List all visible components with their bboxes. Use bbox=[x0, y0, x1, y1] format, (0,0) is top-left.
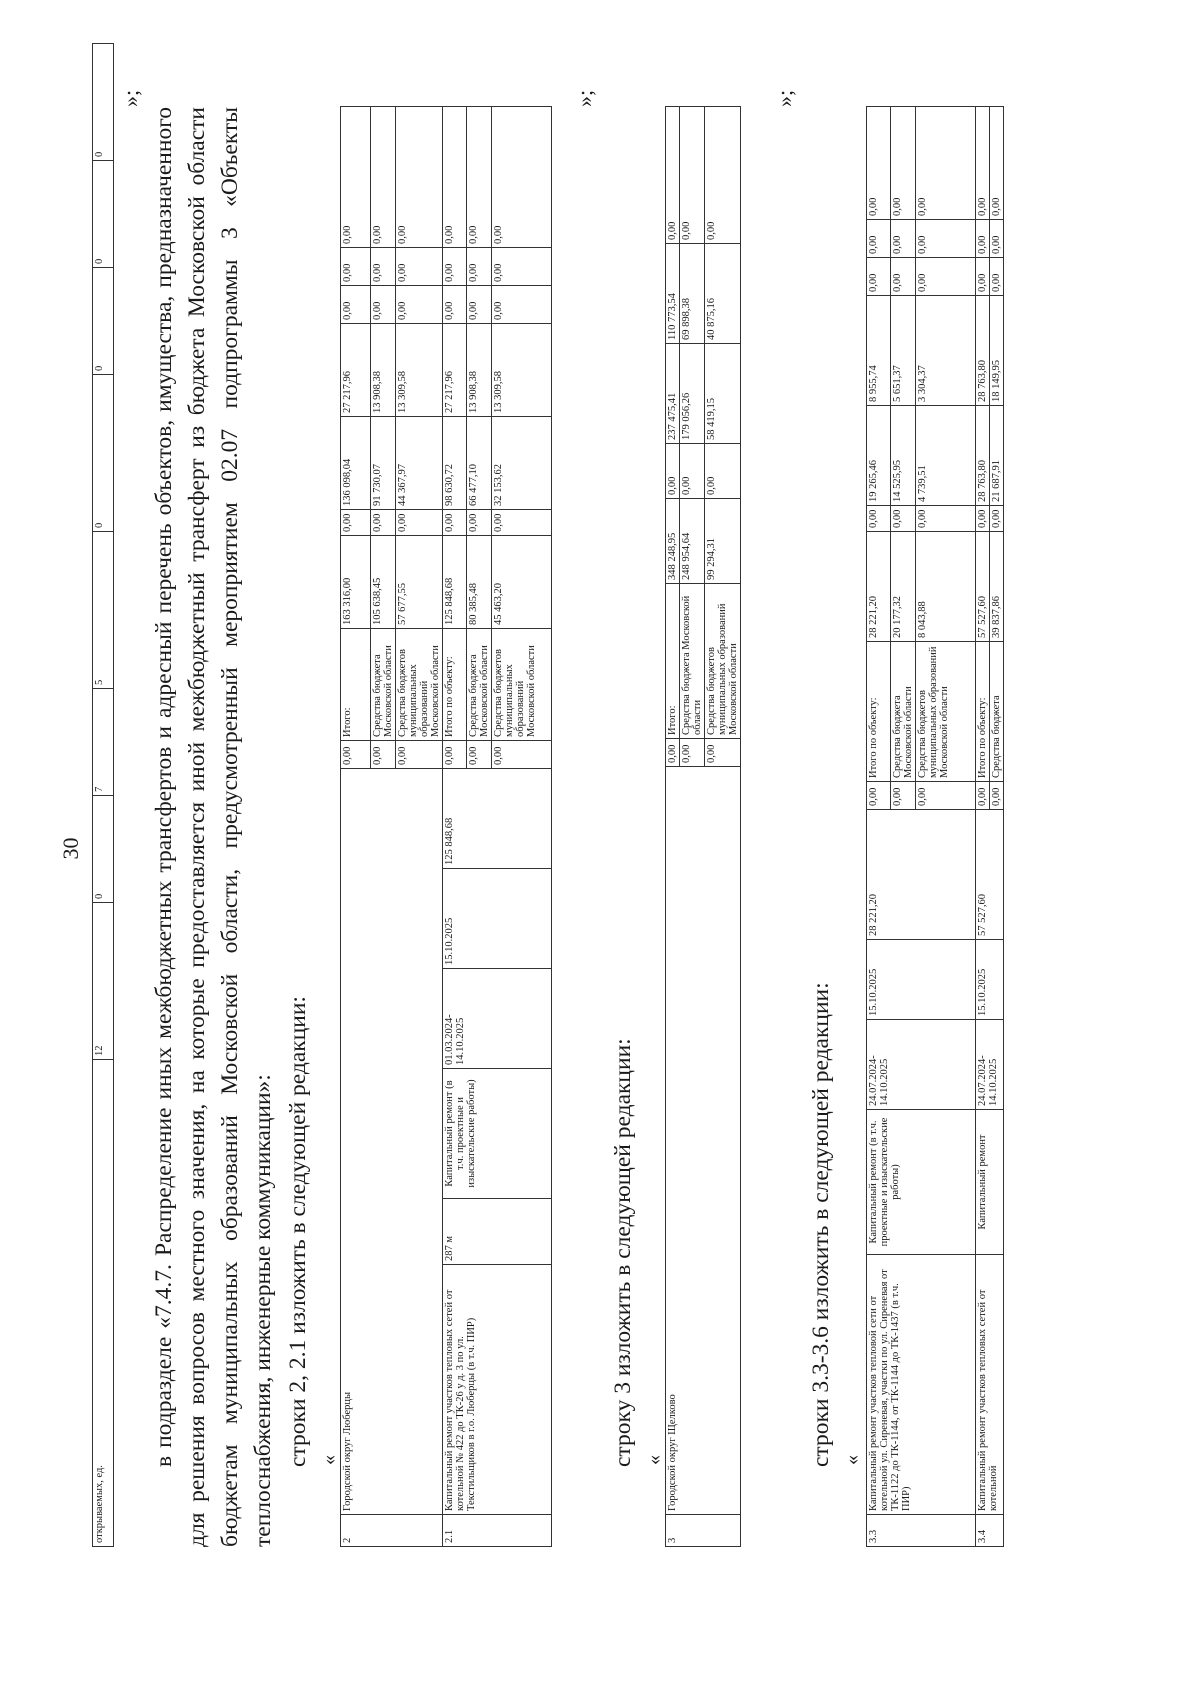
cell: 0,00 bbox=[916, 220, 976, 258]
row-name: Капитальный ремонт участков тепловой сети от котельной ул. Сиреневая, участки по ул. Сиреневая от ТК-1122 до ТК-1144, от ТК-1144 до ТК-1437 (в т.ч. ПИР) bbox=[867, 1255, 976, 1515]
paragraph-line: трансферт из бюджета Московской области бюджетам муниципальных образований Московской области, bbox=[184, 106, 243, 1547]
cell: 40 875,16 bbox=[705, 244, 741, 344]
table-row bbox=[976, 107, 990, 1547]
cell: 21 687,91 bbox=[990, 406, 1004, 506]
paragraph-line: предусмотренный мероприятием 02.07 подпрограммы 3 «Объекты теплоснабжения, инженерные коммуникации»: bbox=[217, 107, 276, 1547]
cell: 0 bbox=[93, 44, 114, 161]
cell: 0,00 bbox=[976, 506, 990, 532]
cell: 0,00 bbox=[976, 258, 990, 296]
cell: 0,00 bbox=[990, 258, 1004, 296]
cell: 0,00 bbox=[341, 509, 371, 535]
cell: 13 908,38 bbox=[371, 323, 396, 416]
cell: 0,00 bbox=[990, 220, 1004, 258]
cell: 0,00 bbox=[443, 740, 467, 768]
section-heading: строки 2, 2.1 изложить в следующей редакции: bbox=[285, 996, 311, 1467]
cell: 13 908,38 bbox=[467, 323, 492, 416]
page-number: 30 bbox=[58, 837, 83, 860]
cell: 0,00 bbox=[341, 285, 371, 323]
cell: 0,00 bbox=[371, 740, 396, 768]
table-row bbox=[867, 107, 891, 1547]
cell: 0,00 bbox=[916, 782, 976, 810]
paragraph-line: предназначенного для решения вопросов местного значения, на которые предоставляется иной межбюджетный bbox=[151, 106, 210, 1547]
cell: 57 527,60 bbox=[976, 810, 1004, 940]
cell: 248 954,64 bbox=[680, 499, 705, 584]
section-heading: строку 3 изложить в следующей редакции: bbox=[610, 1038, 636, 1467]
row-num: 3.3 bbox=[867, 1515, 976, 1547]
cell: 0,00 bbox=[705, 739, 741, 767]
cell: 0,00 bbox=[680, 739, 705, 767]
cell: 0,00 bbox=[371, 247, 396, 285]
cell: 18 149,95 bbox=[990, 296, 1004, 406]
cell: 98 630,72 bbox=[443, 416, 467, 509]
cell: 0 bbox=[93, 796, 114, 903]
section1-table bbox=[340, 106, 552, 1547]
cell: Средства бюджета bbox=[990, 642, 1004, 782]
cell: 0,00 bbox=[666, 739, 680, 767]
cell: 12 bbox=[93, 903, 114, 1060]
cell: 3 304,37 bbox=[916, 296, 976, 406]
open-quote: « bbox=[643, 1455, 665, 1465]
cell: 99 294,31 bbox=[705, 499, 741, 584]
cell: 0,00 bbox=[705, 444, 741, 499]
cell: 66 477,10 bbox=[467, 416, 492, 509]
cell: 0,00 bbox=[443, 247, 467, 285]
cell: 0,00 bbox=[443, 509, 467, 535]
cell: 0,00 bbox=[891, 782, 916, 810]
cell: 0,00 bbox=[467, 509, 492, 535]
cell: Итого: bbox=[666, 584, 680, 739]
close-quote: »; bbox=[572, 89, 597, 107]
cell: 13 309,58 bbox=[396, 323, 443, 416]
cell: Итого по объекту: bbox=[976, 642, 990, 782]
cell: 110 773,54 bbox=[666, 244, 680, 344]
cell: 0,00 bbox=[867, 107, 891, 220]
row-name: Городской округ Люберцы bbox=[341, 768, 443, 1514]
cell: 69 898,38 bbox=[680, 244, 705, 344]
cell: 80 385,48 bbox=[467, 535, 492, 628]
cell: Средства бюджетов муниципальных образований Московской области bbox=[916, 642, 976, 782]
cell: 0,00 bbox=[891, 220, 916, 258]
row-name: Капитальный ремонт участков тепловых сетей от котельной № 422 до ТК-26 у д. 3 по ул. Текстильщиков в г.о. Люберцы (в т.ч. ПИР) bbox=[443, 1265, 552, 1515]
cell: 0,00 bbox=[492, 106, 552, 247]
cell: Капитальный ремонт bbox=[976, 1110, 1004, 1255]
cell: 0,00 bbox=[680, 107, 705, 244]
cell: Капитальный ремонт (в т.ч. проектные и изыскательские работы) bbox=[443, 1069, 552, 1199]
table-row bbox=[666, 107, 680, 1547]
open-quote: « bbox=[841, 1455, 863, 1465]
cell: 0,00 bbox=[467, 740, 492, 768]
section2-table bbox=[665, 106, 741, 1547]
paragraph-line: в подразделе «7.4.7. Распределение иных межбюджетных трансфертов и адресный перечень объектов, имущества, bbox=[151, 295, 177, 1467]
cell: 0,00 bbox=[891, 506, 916, 532]
cell: 45 463,20 bbox=[492, 535, 552, 628]
cell: 24.07.2024-14.10.2025 bbox=[867, 1020, 976, 1110]
cell: Итого по объекту: bbox=[867, 642, 891, 782]
cell: 0,00 bbox=[990, 782, 1004, 810]
cell: 0,00 bbox=[891, 107, 916, 220]
cell: 15.10.2025 bbox=[867, 940, 976, 1020]
cell: 5 651,37 bbox=[891, 296, 916, 406]
cell: 27 217,96 bbox=[341, 323, 371, 416]
cell: Итого: bbox=[341, 628, 371, 740]
cell: 0,00 bbox=[867, 782, 891, 810]
cell: 0,00 bbox=[666, 444, 680, 499]
cell: 0,00 bbox=[976, 107, 990, 220]
close-quote: »; bbox=[118, 89, 143, 107]
cell: 28 763,80 bbox=[976, 296, 990, 406]
cell: 01.03.2024-14.10.2025 bbox=[443, 969, 552, 1069]
cell: 125 848,68 bbox=[443, 768, 552, 868]
cell: 287 м bbox=[443, 1199, 552, 1265]
cell: 8 955,74 bbox=[867, 296, 891, 406]
cell: 0,00 bbox=[867, 220, 891, 258]
table-row bbox=[443, 106, 467, 1546]
cell: 15.10.2025 bbox=[443, 869, 552, 969]
cell: 0,00 bbox=[396, 740, 443, 768]
row-num: 3 bbox=[666, 1515, 741, 1547]
cell: 0,00 bbox=[976, 220, 990, 258]
cell: 179 056,26 bbox=[680, 344, 705, 444]
cell: 13 309,58 bbox=[492, 323, 552, 416]
cell: 44 367,97 bbox=[396, 416, 443, 509]
cell: 4 739,51 bbox=[916, 406, 976, 506]
cell: 0,00 bbox=[396, 106, 443, 247]
cell: Итого по объекту: bbox=[443, 628, 467, 740]
cell: 0,00 bbox=[492, 509, 552, 535]
paragraph bbox=[148, 107, 280, 1547]
cell: 0,00 bbox=[371, 509, 396, 535]
cell: 28 763,80 bbox=[976, 406, 990, 506]
cell: 0,00 bbox=[443, 106, 467, 247]
cell: 19 265,46 bbox=[867, 406, 891, 506]
cell: 0,00 bbox=[990, 506, 1004, 532]
row-name: Городской округ Щелково bbox=[666, 767, 741, 1515]
cell: 0,00 bbox=[891, 258, 916, 296]
cell: 0,00 bbox=[680, 444, 705, 499]
cell: 0 bbox=[93, 375, 114, 532]
cell: 237 475,41 bbox=[666, 344, 680, 444]
cell: 91 730,07 bbox=[371, 416, 396, 509]
cell: 0 bbox=[93, 268, 114, 375]
cell: 28 221,20 bbox=[867, 810, 976, 940]
cell: 0,00 bbox=[396, 285, 443, 323]
cell: 8 043,88 bbox=[916, 532, 976, 642]
row-name: Капитальный ремонт участков тепловых сетей от котельной bbox=[976, 1255, 1004, 1515]
cell: 0,00 bbox=[916, 107, 976, 220]
table-row bbox=[341, 106, 371, 1546]
cell: 57 527,60 bbox=[976, 532, 990, 642]
cell: 27 217,96 bbox=[443, 323, 467, 416]
cell: 0,00 bbox=[396, 247, 443, 285]
cell: Средства бюджета Московской области bbox=[467, 628, 492, 740]
cell: 0,00 bbox=[867, 258, 891, 296]
cell: 0,00 bbox=[666, 107, 680, 244]
cell: 57 677,55 bbox=[396, 535, 443, 628]
cell: 348 248,95 bbox=[666, 499, 680, 584]
cell: Средства бюджетов муниципальных образований Московской области bbox=[492, 628, 552, 740]
cell: 125 848,68 bbox=[443, 535, 467, 628]
cell: 0,00 bbox=[341, 247, 371, 285]
cell: 7 bbox=[93, 689, 114, 796]
cell: 0,00 bbox=[443, 285, 467, 323]
cell: Средства бюджетов муниципальных образований Московской области bbox=[705, 584, 741, 739]
cell: Капитальный ремонт (в т.ч. проектные и изыскательские работы) bbox=[867, 1110, 976, 1255]
cell: 0,00 bbox=[990, 107, 1004, 220]
cell: 0,00 bbox=[492, 247, 552, 285]
row-label: открываемых, ед. bbox=[93, 1060, 114, 1547]
cell: 0,00 bbox=[976, 782, 990, 810]
cell: 14 525,95 bbox=[891, 406, 916, 506]
row-num: 3.4 bbox=[976, 1515, 1004, 1547]
cell: 0,00 bbox=[492, 285, 552, 323]
cell: 28 221,20 bbox=[867, 532, 891, 642]
cell: 136 098,04 bbox=[341, 416, 371, 509]
section-heading: строки 3.3-3.6 изложить в следующей редакции: bbox=[808, 982, 834, 1467]
cell: 58 419,15 bbox=[705, 344, 741, 444]
cell: 0,00 bbox=[371, 106, 396, 247]
cell: 0,00 bbox=[371, 285, 396, 323]
cell: 0,00 bbox=[492, 740, 552, 768]
cell: 0,00 bbox=[341, 106, 371, 247]
cell: 105 638,45 bbox=[371, 535, 396, 628]
cell: 32 153,62 bbox=[492, 416, 552, 509]
cell: 0,00 bbox=[867, 506, 891, 532]
close-quote: »; bbox=[772, 89, 797, 107]
cell: Средства бюджета Московской области bbox=[371, 628, 396, 740]
cell: 0,00 bbox=[916, 258, 976, 296]
cell: 0 bbox=[93, 161, 114, 268]
cell: 163 316,00 bbox=[341, 535, 371, 628]
cell: Средства бюджета Московской области bbox=[891, 642, 916, 782]
section3-table bbox=[866, 106, 1004, 1547]
open-quote: « bbox=[318, 1455, 340, 1465]
cell: 0,00 bbox=[705, 107, 741, 244]
cell: 0,00 bbox=[467, 106, 492, 247]
cell: 5 bbox=[93, 532, 114, 689]
top-table-row bbox=[92, 43, 114, 1547]
cell: 0,00 bbox=[396, 509, 443, 535]
cell: 15.10.2025 bbox=[976, 940, 1004, 1020]
cell: 0,00 bbox=[467, 285, 492, 323]
row-num: 2 bbox=[341, 1515, 443, 1547]
cell: 39 837,86 bbox=[990, 532, 1004, 642]
cell: Средства бюджетов муниципальных образований Московской области bbox=[396, 628, 443, 740]
cell: 0,00 bbox=[467, 247, 492, 285]
cell: 0,00 bbox=[341, 740, 371, 768]
cell: 0,00 bbox=[916, 506, 976, 532]
cell: 24.07.2024-14.10.2025 bbox=[976, 1020, 1004, 1110]
cell: 20 177,32 bbox=[891, 532, 916, 642]
cell: Средства бюджета Московской области bbox=[680, 584, 705, 739]
row-num: 2.1 bbox=[443, 1515, 552, 1547]
